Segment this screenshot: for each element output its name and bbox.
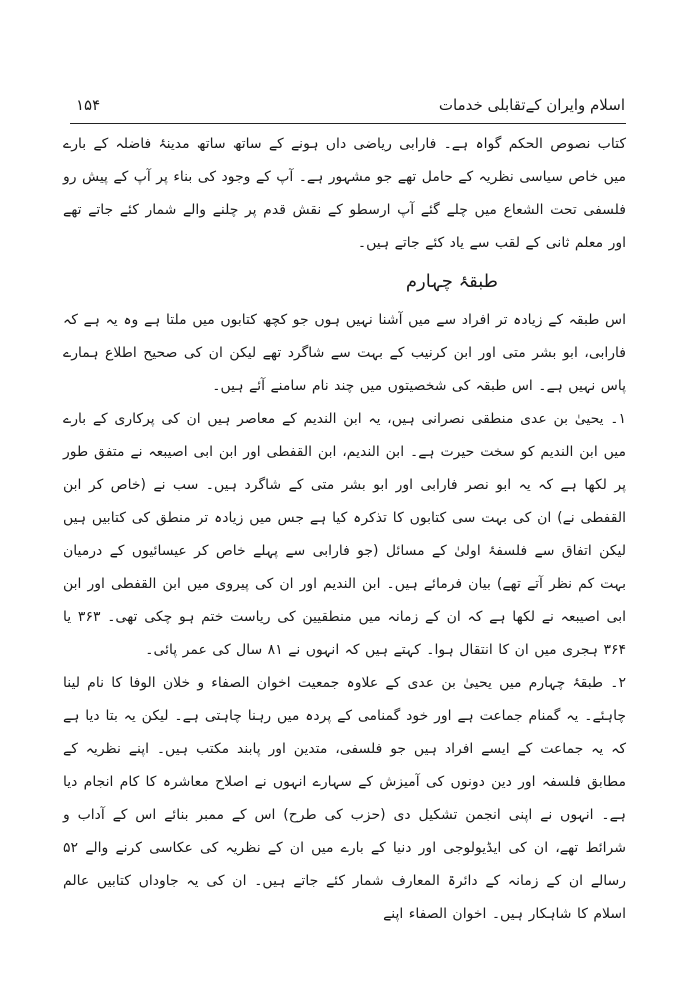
running-header (70, 88, 625, 122)
paragraph-intro: کتاب نصوص الحکم گواہ ہے۔ فارابی ریاضی داں ہونے کے ساتھ ساتھ مدینۂ فاضلہ کے بارے میں خاص سیاسی نظریہ کے حامل تھے جو مشہور ہے۔ آپ کے وجود کی بناء پر آپ کے پیش رو فلسفی تحت الشعاع میں چلے گئے آپ ارسطو کے نقش قدم پر چلنے والے شمار کئے جاتے تھے اور معلم ثانی کے لقب سے یاد کئے جاتے ہیں۔ (63, 136, 626, 251)
section-heading: طبقۂ چہارم (405, 271, 498, 292)
paragraph-ikhwan-al-safa: ۲۔ طبقۂ چہارم میں یحییٰ بن عدی کے علاوہ جمعیت اخوان الصفاء و خلان الوفا کا نام لینا چاہئے۔ یہ گمنام جماعت ہے اور خود گمنامی کے پردہ میں رہنا چاہتی ہے۔ لیکن یہ بتا دیا ہے کہ یہ جماعت کے ایسے افراد ہیں جو فلسفی، متدین اور پابند مکتب ہیں۔ اپنے نظریہ کے مطابق فلسفہ اور دین دونوں کی آمیزش کے سہارے انہوں نے اصلاح معاشرہ کا کام انجام دیا ہے۔ انہوں نے اپنی انجمن تشکیل دی (حزب کی طرح) اس کے ممبر بنائے اس کے آداب و شرائط تھے، ان کی ایڈیولوجی اور دنیا کے بارے میں ان کے نظریہ کی عکاسی کرنے والے ۵۲ رسالے ان کے زمانہ کے دائرۃ المعارف شمار کئے جاتے ہیں۔ ان کی یہ جاوداں کتابیں عالم اسلام کا شاہکار ہیں۔ اخوان الصفاء اپنے (63, 675, 626, 922)
header-divider (70, 123, 626, 124)
page-number: ۱۵۴ (76, 96, 101, 114)
paragraph-section-intro: اس طبقہ کے زیادہ تر افراد سے میں آشنا نہیں ہوں جو کچھ کتابوں میں ملتا ہے وہ یہ ہے کہ فارابی، ابو بشر متی اور ابن کرنیب کے بہت سے شاگرد تھے لیکن ان کی صحیح اطلاع ہمارے پاس نہیں ہے۔ اس طبقہ کی شخصیتوں میں چند نام سامنے آئے ہیں۔ (63, 312, 626, 394)
section-heading-wrap (63, 260, 626, 304)
page-body (63, 128, 626, 931)
paragraph-yahya-ibn-adi: ۱۔ یحییٰ بن عدی منطقی نصرانی ہیں، یہ ابن الندیم کے معاصر ہیں ان کی پرکاری کے بارے میں ابن الندیم کو سخت حیرت ہے۔ ابن الندیم، ابن القفطی اور ابن ابی اصیبعہ نے متفق طور پر لکھا ہے کہ یہ ابو نصر فارابی اور ابو بشر متی کے شاگرد ہیں۔ سب نے (خاص کر ابن القفطی نے) ان کی بہت سی کتابوں کا تذکرہ کیا ہے جس میں زیادہ تر منطق کی کتابیں ہیں لیکن اتفاق سے فلسفۂ اولیٰ کے مسائل (جو فارابی سے پہلے خاص کر عیسائیوں کے درمیان بہت کم نظر آتے تھے) بیان فرمائے ہیں۔ ابن الندیم اور ان کی پیروی میں ابن القفطی اور ابن ابی اصیبعہ نے لکھا ہے کہ ان کے زمانہ میں منطقیین کی ریاست ختم ہو چکی تھی۔ ۳۶۳ یا ۳۶۴ ہجری میں ان کا انتقال ہوا۔ کہتے ہیں کہ انہوں نے ۸۱ سال کی عمر پائی۔ (63, 411, 626, 658)
running-header-title: اسلام وایران کےتقابلی خدمات (438, 96, 625, 114)
